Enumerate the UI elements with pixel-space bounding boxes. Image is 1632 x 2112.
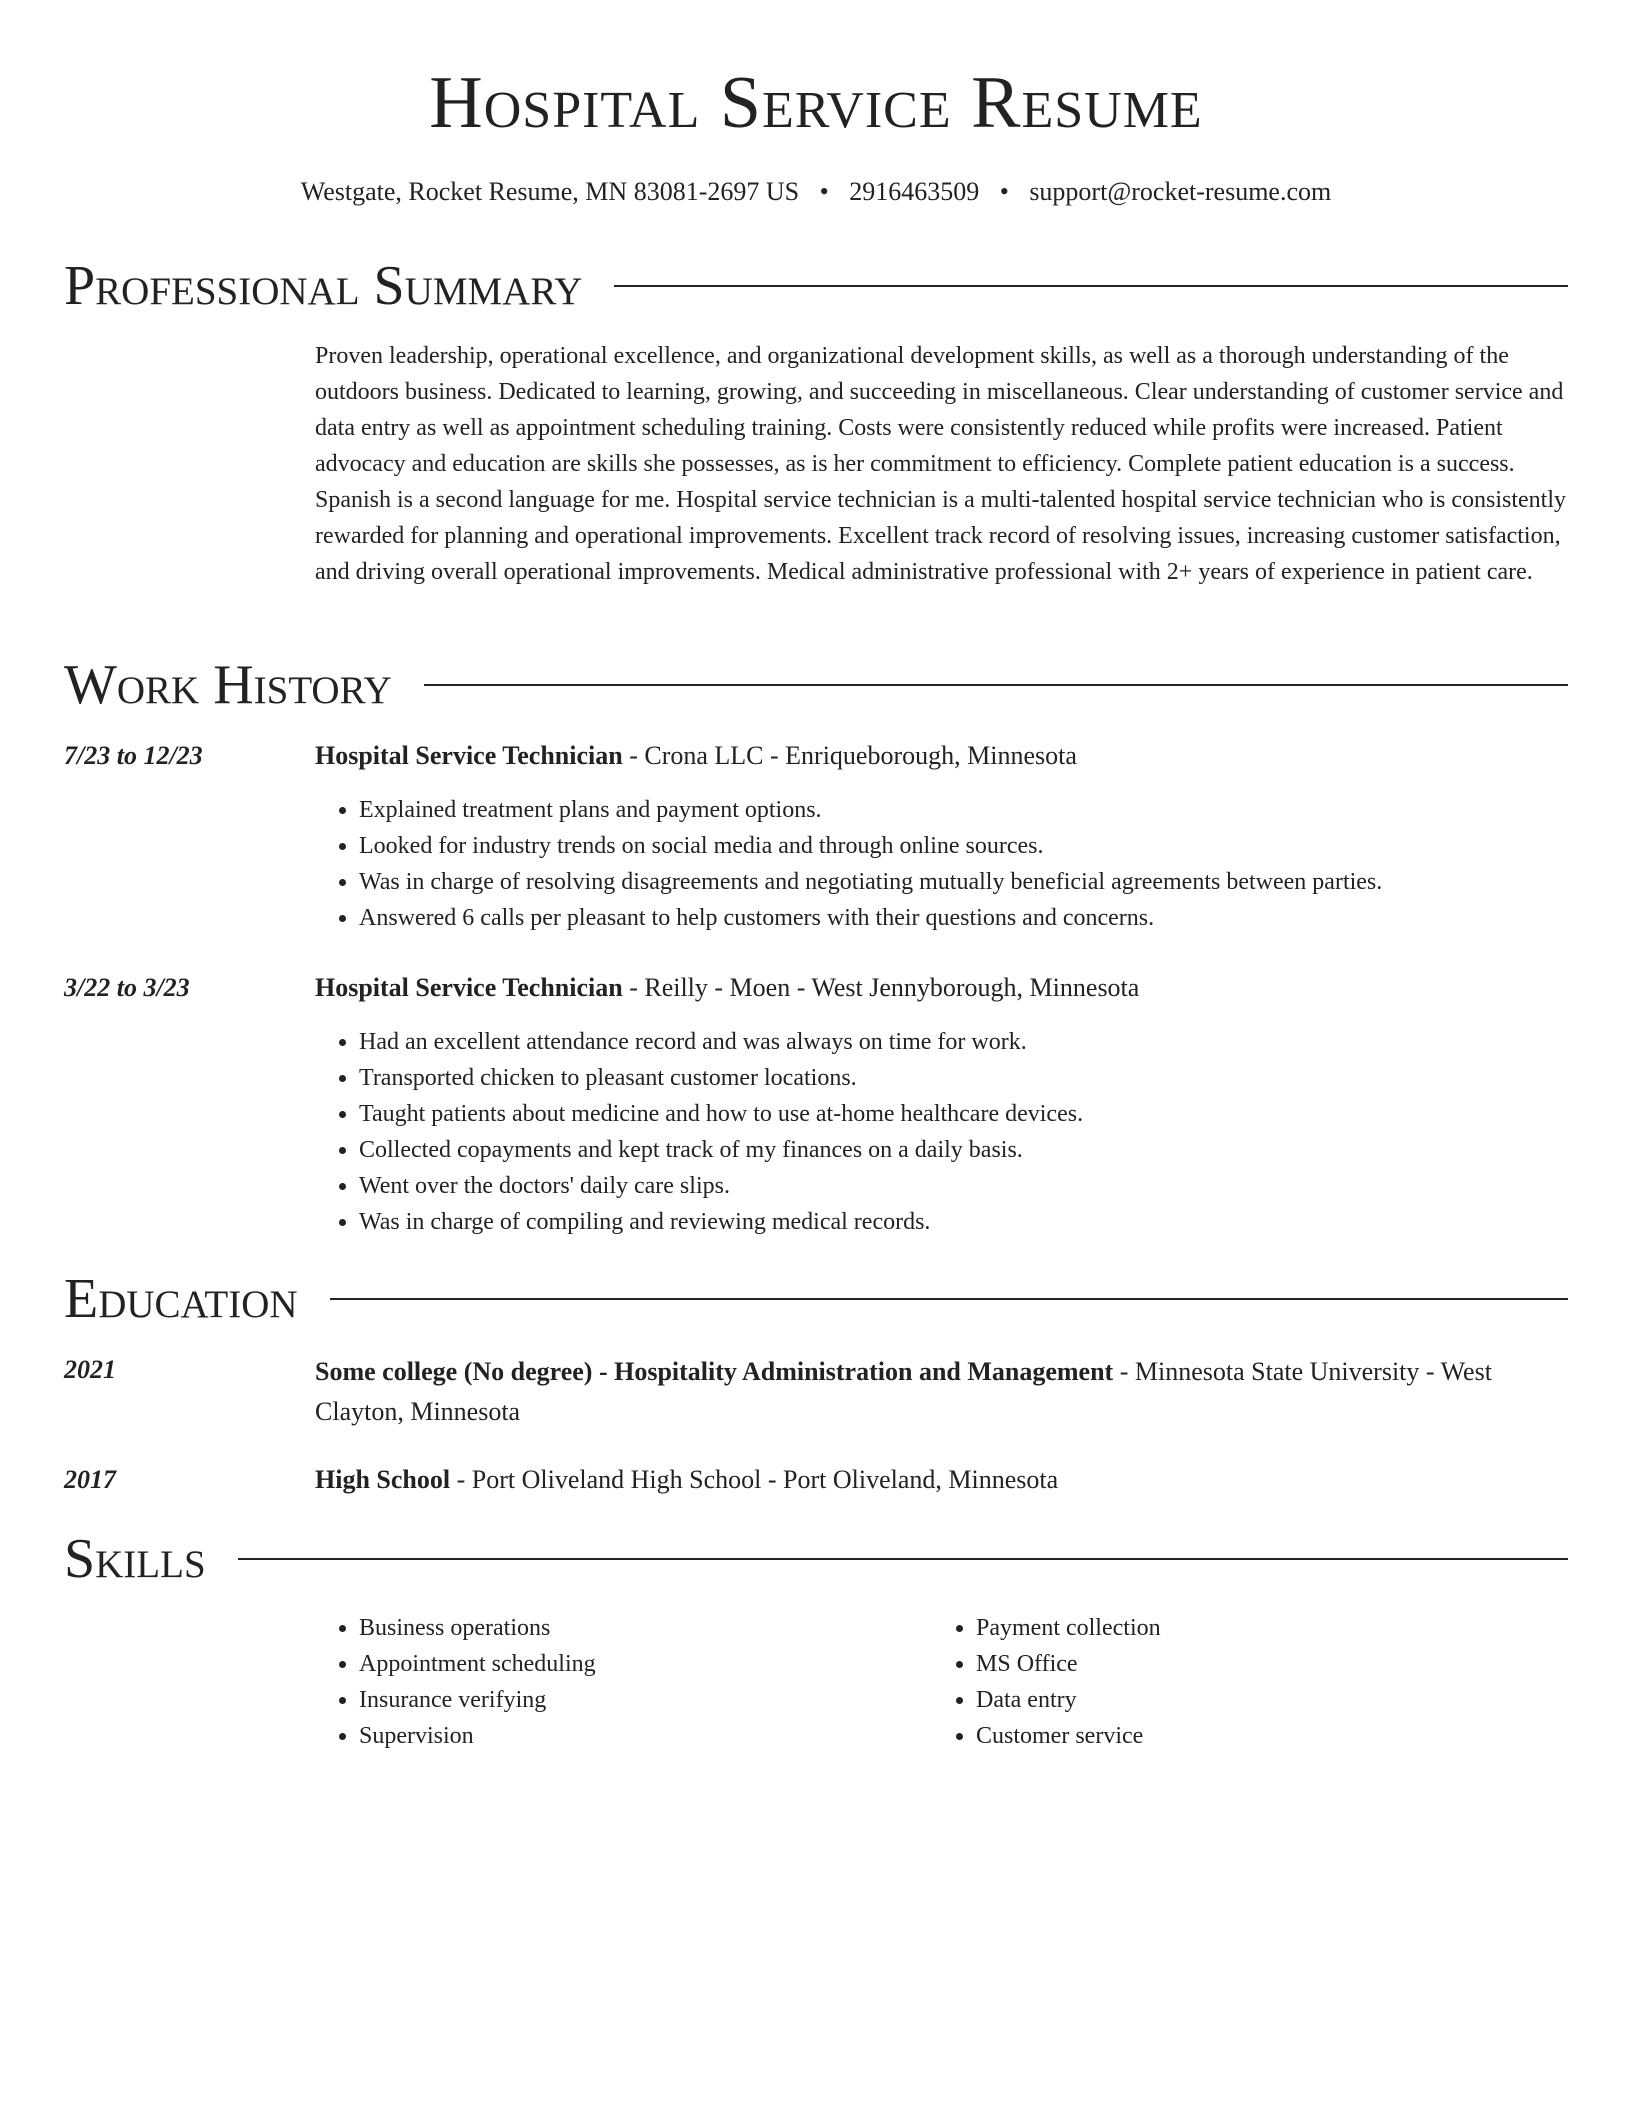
contact-separator: • xyxy=(819,177,829,206)
skills-column-right xyxy=(932,1610,1492,1754)
job-bullet: • Transported chicken to pleasant customer locations. xyxy=(359,1060,1568,1096)
job-bullet: • Explained treatment plans and payment options. xyxy=(359,792,1568,828)
job-bullet: • Was in charge of resolving disagreements and negotiating mutually beneficial agreements between parties. xyxy=(359,864,1568,900)
section-title-work: Work History xyxy=(64,654,392,716)
section-header-work xyxy=(64,653,1568,717)
job-title-line xyxy=(315,970,1568,1006)
education-degree: High School xyxy=(315,1465,451,1494)
contact-line xyxy=(0,174,1632,210)
job-bullet: • Had an excellent attendance record and was always on time for work. xyxy=(359,1024,1568,1060)
section-divider xyxy=(238,1558,1568,1560)
education-entry xyxy=(315,1462,1568,1498)
contact-email: support@rocket-resume.com xyxy=(1029,177,1332,206)
skill-item: • Business operations xyxy=(359,1610,875,1646)
job-role: Hospital Service Technician xyxy=(315,973,623,1002)
job-bullets xyxy=(315,1024,1568,1240)
section-title-summary: Professional Summary xyxy=(64,255,583,317)
job-details: - Reilly - Moen - West Jennyborough, Minnesota xyxy=(622,973,1140,1002)
contact-address: Westgate, Rocket Resume, MN 83081-2697 US xyxy=(300,177,800,206)
job-dates: 7/23 to 12/23 xyxy=(64,741,203,770)
job-title-line xyxy=(315,738,1568,774)
section-title-skills: Skills xyxy=(64,1528,206,1590)
skill-item: • MS Office xyxy=(976,1646,1492,1682)
job-bullet: • Answered 6 calls per pleasant to help customers with their questions and concerns. xyxy=(359,900,1568,936)
job-details: - Crona LLC - Enriqueborough, Minnesota xyxy=(622,741,1077,770)
education-degree: Some college (No degree) - Hospitality Administration and Management xyxy=(315,1357,1114,1386)
job-bullet: • Went over the doctors' daily care slips. xyxy=(359,1168,1568,1204)
contact-phone: 2916463509 xyxy=(849,177,980,206)
education-year: 2021 xyxy=(64,1355,116,1384)
section-divider xyxy=(614,285,1568,287)
job-bullets xyxy=(315,792,1568,936)
section-header-skills xyxy=(64,1527,1568,1591)
section-divider xyxy=(424,684,1568,686)
skills-list xyxy=(932,1610,1492,1754)
skills-column-left xyxy=(315,1610,875,1754)
skill-item: • Payment collection xyxy=(976,1610,1492,1646)
section-title-education: Education xyxy=(64,1268,298,1330)
skill-item: • Supervision xyxy=(359,1718,875,1754)
education-entry xyxy=(315,1352,1568,1432)
skill-item: • Appointment scheduling xyxy=(359,1646,875,1682)
education-details: - Port Oliveland High School - Port Oliveland, Minnesota xyxy=(450,1465,1059,1494)
job-entry xyxy=(315,738,1568,936)
skill-item: • Insurance verifying xyxy=(359,1682,875,1718)
summary-text: Proven leadership, operational excellence, and organizational development skills, as well as a thorough understanding of the outdoors business. Dedicated to learning, growing, and succeeding in miscellaneous. Clear understanding of customer service and data entry as well as appointment scheduling training. Costs were consistently reduced while profits were increased. Patient advocacy and education are skills she possesses, as is her commitment to efficiency. Complete patient education is a success. Spanish is a second language for me. Hospital service technician is a multi-talented hospital service technician who is consistently rewarded for planning and operational improvements. Excellent track record of resolving issues, increasing customer satisfaction, and driving overall operational improvements. Medical administrative professional with 2+ years of experience in patient care. xyxy=(315,343,1566,585)
job-role: Hospital Service Technician xyxy=(315,741,623,770)
contact-separator: • xyxy=(999,177,1009,206)
skill-item: • Data entry xyxy=(976,1682,1492,1718)
education-details: - Minnesota State University - West Clayton, Minnesota xyxy=(315,1357,1492,1426)
education-year: 2017 xyxy=(64,1465,116,1494)
job-bullet: • Looked for industry trends on social media and through online sources. xyxy=(359,828,1568,864)
job-dates: 3/22 to 3/23 xyxy=(64,973,190,1002)
section-divider xyxy=(330,1298,1568,1300)
job-bullet: • Was in charge of compiling and reviewing medical records. xyxy=(359,1204,1568,1240)
skill-item: • Customer service xyxy=(976,1718,1492,1754)
skills-list xyxy=(315,1610,875,1754)
job-bullet: • Taught patients about medicine and how to use at-home healthcare devices. xyxy=(359,1096,1568,1132)
resume-name: Hospital Service Resume xyxy=(429,62,1203,144)
section-header-summary xyxy=(64,254,1568,318)
job-entry xyxy=(315,970,1568,1240)
job-bullet: • Collected copayments and kept track of my finances on a daily basis. xyxy=(359,1132,1568,1168)
section-header-education xyxy=(64,1267,1568,1331)
